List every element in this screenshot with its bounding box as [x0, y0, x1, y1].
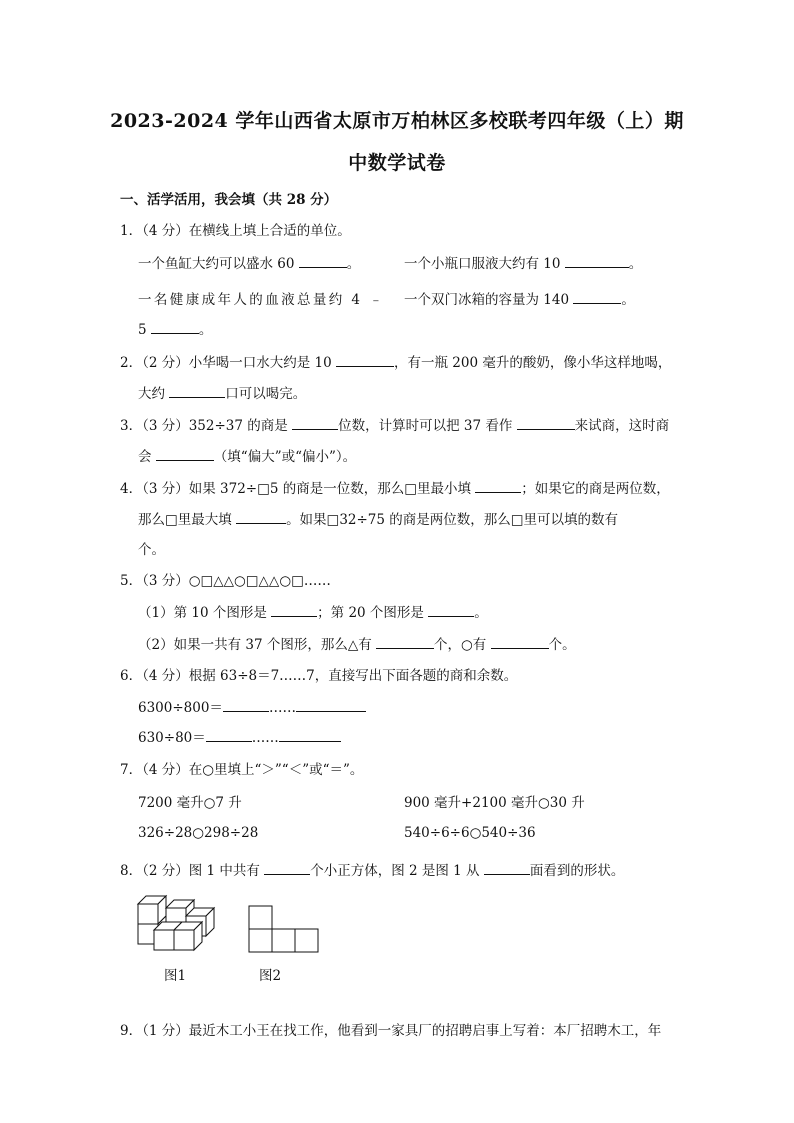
view-square — [272, 929, 295, 952]
question-text: 。如果□32÷75 的商是两位数，那么□里可以填的数有 — [286, 512, 619, 528]
question-8-line-1 — [120, 859, 624, 879]
question-text: ，有一瓶 200 毫升的酸奶，像小华这样地喝， — [394, 355, 672, 371]
question-6-expr-1 — [138, 696, 366, 716]
question-text: 大约 — [138, 386, 165, 402]
answer-blank[interactable] — [169, 383, 225, 398]
answer-blank[interactable] — [475, 478, 521, 493]
question-1-item-a — [138, 252, 360, 272]
question-7-line-1: 7．（4 分）在○里填上“＞”“＜”或“＝”。 — [120, 762, 364, 778]
question-text: 面看到的形状。 — [529, 863, 625, 879]
punctuation: 。 — [346, 256, 361, 272]
exam-title-line-1: 2023-2024 学年山西省太原市万柏林区多校联考四年级（上）期 — [110, 110, 684, 132]
question-2-line-1 — [120, 351, 671, 371]
punctuation: 。 — [621, 292, 635, 308]
view-square — [249, 929, 272, 952]
answer-blank[interactable] — [151, 319, 199, 334]
question-text: 个，○有 — [434, 637, 487, 653]
answer-blank[interactable] — [206, 727, 252, 742]
answer-blank[interactable] — [156, 446, 214, 461]
item-text: 一个小瓶口服液大约有 10 — [404, 256, 561, 272]
question-text: 630÷80＝ — [138, 730, 206, 746]
question-4-line-3: 个。 — [138, 542, 165, 558]
view-square — [295, 929, 318, 952]
question-text: 个。 — [548, 637, 576, 653]
answer-blank[interactable] — [491, 634, 549, 649]
answer-blank[interactable] — [296, 697, 366, 712]
answer-blank[interactable] — [573, 289, 621, 304]
question-5-sub-1 — [138, 601, 488, 621]
question-text: 那么□里最大填 — [138, 512, 232, 528]
question-1-item-b — [404, 252, 642, 272]
view-square — [249, 906, 272, 929]
question-9-line-1: 9．（1 分）最近木工小王在找工作，他看到一家具厂的招聘启事上写着：本厂招聘木工，年 — [120, 1023, 662, 1039]
answer-blank[interactable] — [271, 602, 317, 617]
punctuation: 。 — [198, 322, 213, 338]
answer-blank[interactable] — [376, 634, 434, 649]
question-text: 来试商，这时商 — [574, 418, 670, 434]
figure-1-caption: 图1 — [164, 968, 187, 984]
question-4-line-2 — [138, 508, 618, 528]
question-text: 6300÷800＝ — [138, 700, 223, 716]
question-7-item-b: 900 毫升+2100 毫升○30 升 — [404, 795, 585, 811]
question-2-line-2 — [138, 382, 306, 402]
answer-blank[interactable] — [292, 415, 338, 430]
cube-face — [174, 930, 194, 950]
figure-2-view — [248, 904, 320, 954]
cube-face — [138, 904, 158, 924]
question-text: 个小正方体，图 2 是图 1 从 — [310, 863, 480, 879]
answer-blank[interactable] — [484, 860, 530, 875]
question-text: 位数，计算时可以把 37 看作 — [338, 418, 513, 434]
figure-1-cubes — [134, 886, 220, 952]
question-3-line-2 — [138, 445, 356, 465]
question-text: （填“偏大”或“偏小”）。 — [213, 449, 357, 465]
question-7-item-c: 326÷28○298÷28 — [138, 825, 259, 841]
answer-blank[interactable] — [565, 253, 629, 268]
item-text: 一个鱼缸大约可以盛水 60 — [138, 256, 295, 272]
question-text: （1）第 10 个图形是 — [138, 605, 267, 621]
question-6-line-1: 6．（4 分）根据 63÷8＝7……7，直接写出下面各题的商和余数。 — [120, 668, 518, 684]
answer-blank[interactable] — [223, 697, 269, 712]
question-text: 口可以喝完。 — [225, 386, 307, 402]
answer-blank[interactable] — [336, 352, 394, 367]
question-7-item-a: 7200 毫升○7 升 — [138, 795, 242, 811]
question-5-line-1: 5．（3 分）○□△△○□△△○□…… — [120, 573, 331, 589]
question-text: …… — [268, 700, 296, 716]
question-text: 8．（2 分）图 1 中共有 — [120, 863, 260, 879]
question-text: （2）如果一共有 37 个图形，那么△有 — [138, 637, 372, 653]
answer-blank[interactable] — [236, 509, 286, 524]
cube-face — [154, 930, 174, 950]
question-5-sub-2 — [138, 633, 576, 653]
question-1-item-c-cont — [138, 318, 212, 338]
figure-2-caption: 图2 — [259, 968, 282, 984]
exam-title-line-2: 中数学试卷 — [348, 152, 446, 174]
question-3-line-1 — [120, 414, 669, 434]
question-7-item-d: 540÷6÷6○540÷36 — [404, 825, 536, 841]
question-text: …… — [251, 730, 279, 746]
question-1-item-d — [404, 288, 635, 308]
question-text: ；如果它的商是两位数， — [521, 481, 670, 497]
section-heading: 一、活学活用，我会填（共 28 分） — [120, 192, 338, 208]
question-text: 会 — [138, 449, 152, 465]
question-1-item-c: 一名健康成年人的血液总量约 4 ﹣ — [138, 292, 385, 308]
item-text: 5 — [138, 322, 147, 338]
question-text: 4．（3 分）如果 372÷□5 的商是一位数，那么□里最小填 — [120, 481, 471, 497]
punctuation: 。 — [628, 256, 643, 272]
question-text: 3．（3 分）352÷37 的商是 — [120, 418, 288, 434]
answer-blank[interactable] — [428, 602, 474, 617]
answer-blank[interactable] — [299, 253, 347, 268]
question-text: 2．（2 分）小华喝一口水大约是 10 — [120, 355, 332, 371]
item-text: 一个双门冰箱的容量为 140 — [404, 292, 570, 308]
question-4-line-1 — [120, 477, 670, 497]
answer-blank[interactable] — [517, 415, 575, 430]
answer-blank[interactable] — [264, 860, 310, 875]
question-6-expr-2 — [138, 726, 341, 746]
answer-blank[interactable] — [279, 727, 341, 742]
punctuation: 。 — [474, 605, 488, 621]
question-text: ；第 20 个图形是 — [317, 605, 424, 621]
question-1-stem: 1．（4 分）在横线上填上合适的单位。 — [120, 223, 351, 239]
